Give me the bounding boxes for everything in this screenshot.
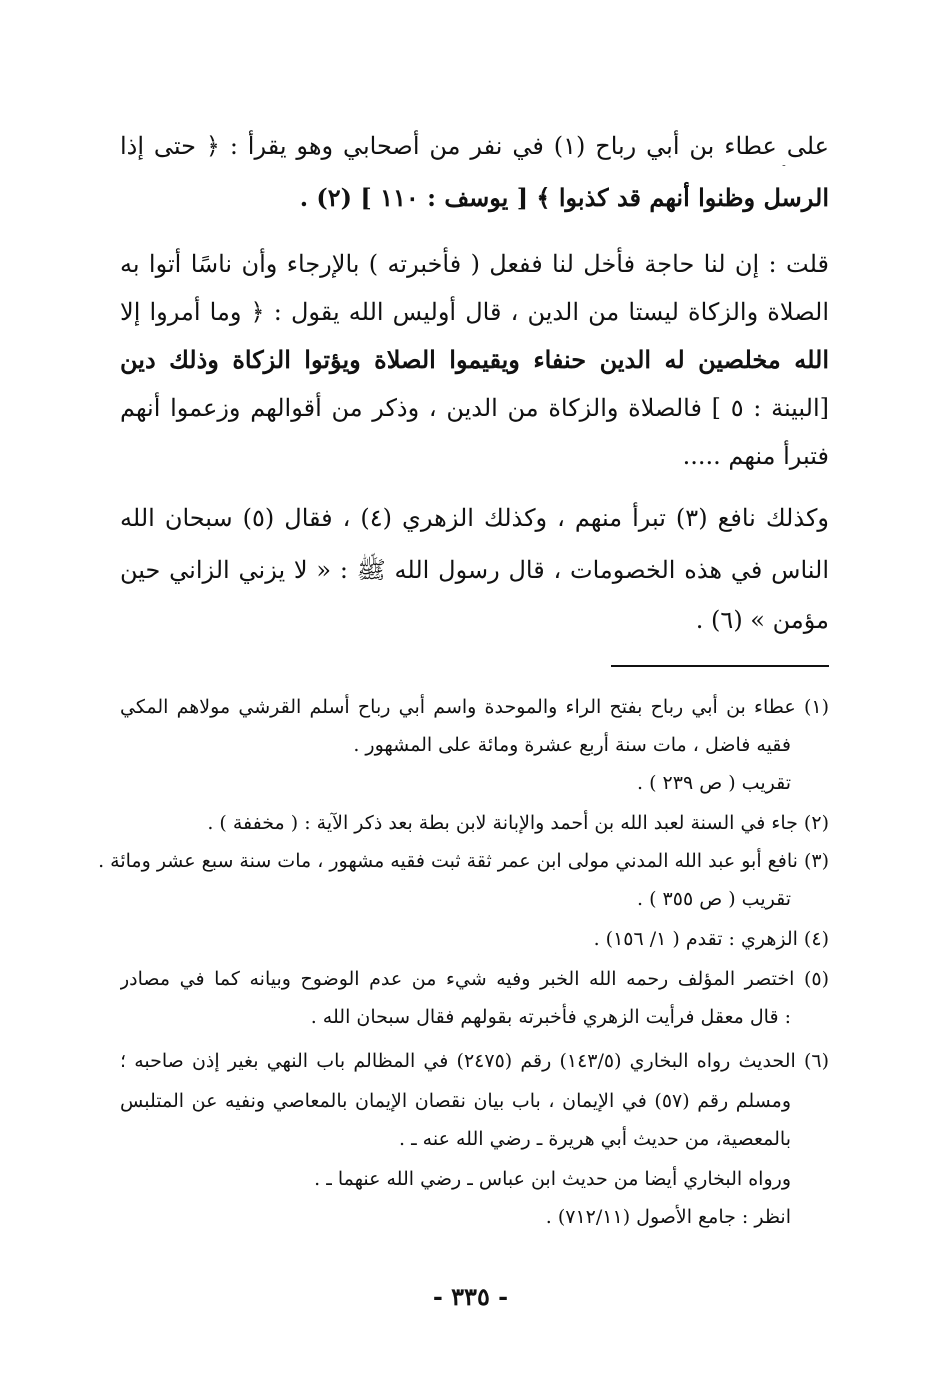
footnote-line-10: (٦) الحديث رواه البخاري (١٤٣/٥) رقم (٢٤٧٥) في المظالم باب النهي بغير إذن صاحبه ؛ (120, 1050, 829, 1072)
body-line-1: على عطاء بن أبي رباح (١) في نفر من أصحابي وهو يقرأ : ﴿ حتى إذا (120, 132, 829, 160)
body-line-2: الرسل وظنوا أنهم قد كذبوا ﴾ [ يوسف : ١١٠ ] (٢) . (299, 183, 829, 212)
footnote-line-6: تقريب ( ص ٣٥٥ ) . (637, 888, 791, 910)
footnote-line-8: (٥) اختصر المؤلف رحمه الله الخبر وفيه شيء من عدم الوضوح وبيانه كما في مصادر (120, 968, 829, 990)
body-line-10: مؤمن » (٦) . (695, 606, 829, 634)
footnote-line-1: (١) عطاء بن أبي رباح بفتح الراء والموحدة واسم أبي رباح أسلم القرشي مولاهم المكي (120, 696, 829, 718)
body-line-3: قلت : إن لنا حاجة فأخل لنا ففعل ( فأخبرته ) بالإرجاء وأن ناسًا أتوا به (120, 250, 829, 278)
page-number: - ٣٣٥ - (432, 1282, 509, 1311)
footnote-line-5: (٣) نافع أبو عبد الله المدني مولى ابن عمر ثقة ثبت فقيه مشهور ، مات سنة سبع عشر ومائة . (98, 850, 829, 872)
footnote-divider (611, 665, 829, 667)
body-line-9: الناس في هذه الخصومات ، قال رسول الله ﷺ : « لا يزني الزاني حين (120, 556, 829, 584)
footnote-line-13: ورواه البخاري أيضا من حديث ابن عباس ـ رضي الله عنهما ـ . (314, 1168, 791, 1190)
body-line-5: الله مخلصين له الدين حنفاء ويقيموا الصلاة ويؤتوا الزكاة وذلك دين (120, 345, 829, 374)
footnote-line-3: تقريب ( ص ٢٣٩ ) . (637, 772, 791, 794)
footnote-line-14: انظر : جامع الأصول (٧١٢/١١) . (545, 1206, 791, 1228)
body-line-4: الصلاة والزكاة ليستا من الدين ، قال أوليس الله يقول : ﴿ وما أمروا إلا (120, 298, 829, 326)
body-line-8: وكذلك نافع (٣) تبرأ منهم ، وكذلك الزهري (٤) ، فقال (٥) سبحان الله (120, 504, 829, 532)
footnote-line-9: : قال معقل فرأيت الزهري فأخبرته بقولهم فقال سبحان الله . (310, 1006, 791, 1028)
footnote-line-7: (٤) الزهري : تقدم ( ١/ ١٥٦) . (593, 928, 829, 950)
footnote-line-4: (٢) جاء في السنة لعبد الله بن أحمد والإبانة لابن بطة بعد ذكر الآية : ( مخففة ) . (207, 812, 829, 834)
footnote-line-11: ومسلم رقم (٥٧) في الإيمان ، باب بيان نقصان الإيمان بالمعاصي ونفيه عن المتلبس (120, 1090, 791, 1112)
body-line-7: فتبرأ منهم ..... (682, 442, 829, 470)
footnote-line-2: فقيه فاضل ، مات سنة أربع عشرة ومائة على المشهور . (353, 734, 791, 756)
footnote-line-12: بالمعصية، من حديث أبي هريرة ـ رضي الله عنه ـ . (399, 1128, 791, 1150)
body-line-6: [البينة : ٥ ] فالصلاة والزكاة من الدين ، وذكر من أقوالهم وزعموا أنهم (120, 394, 829, 422)
